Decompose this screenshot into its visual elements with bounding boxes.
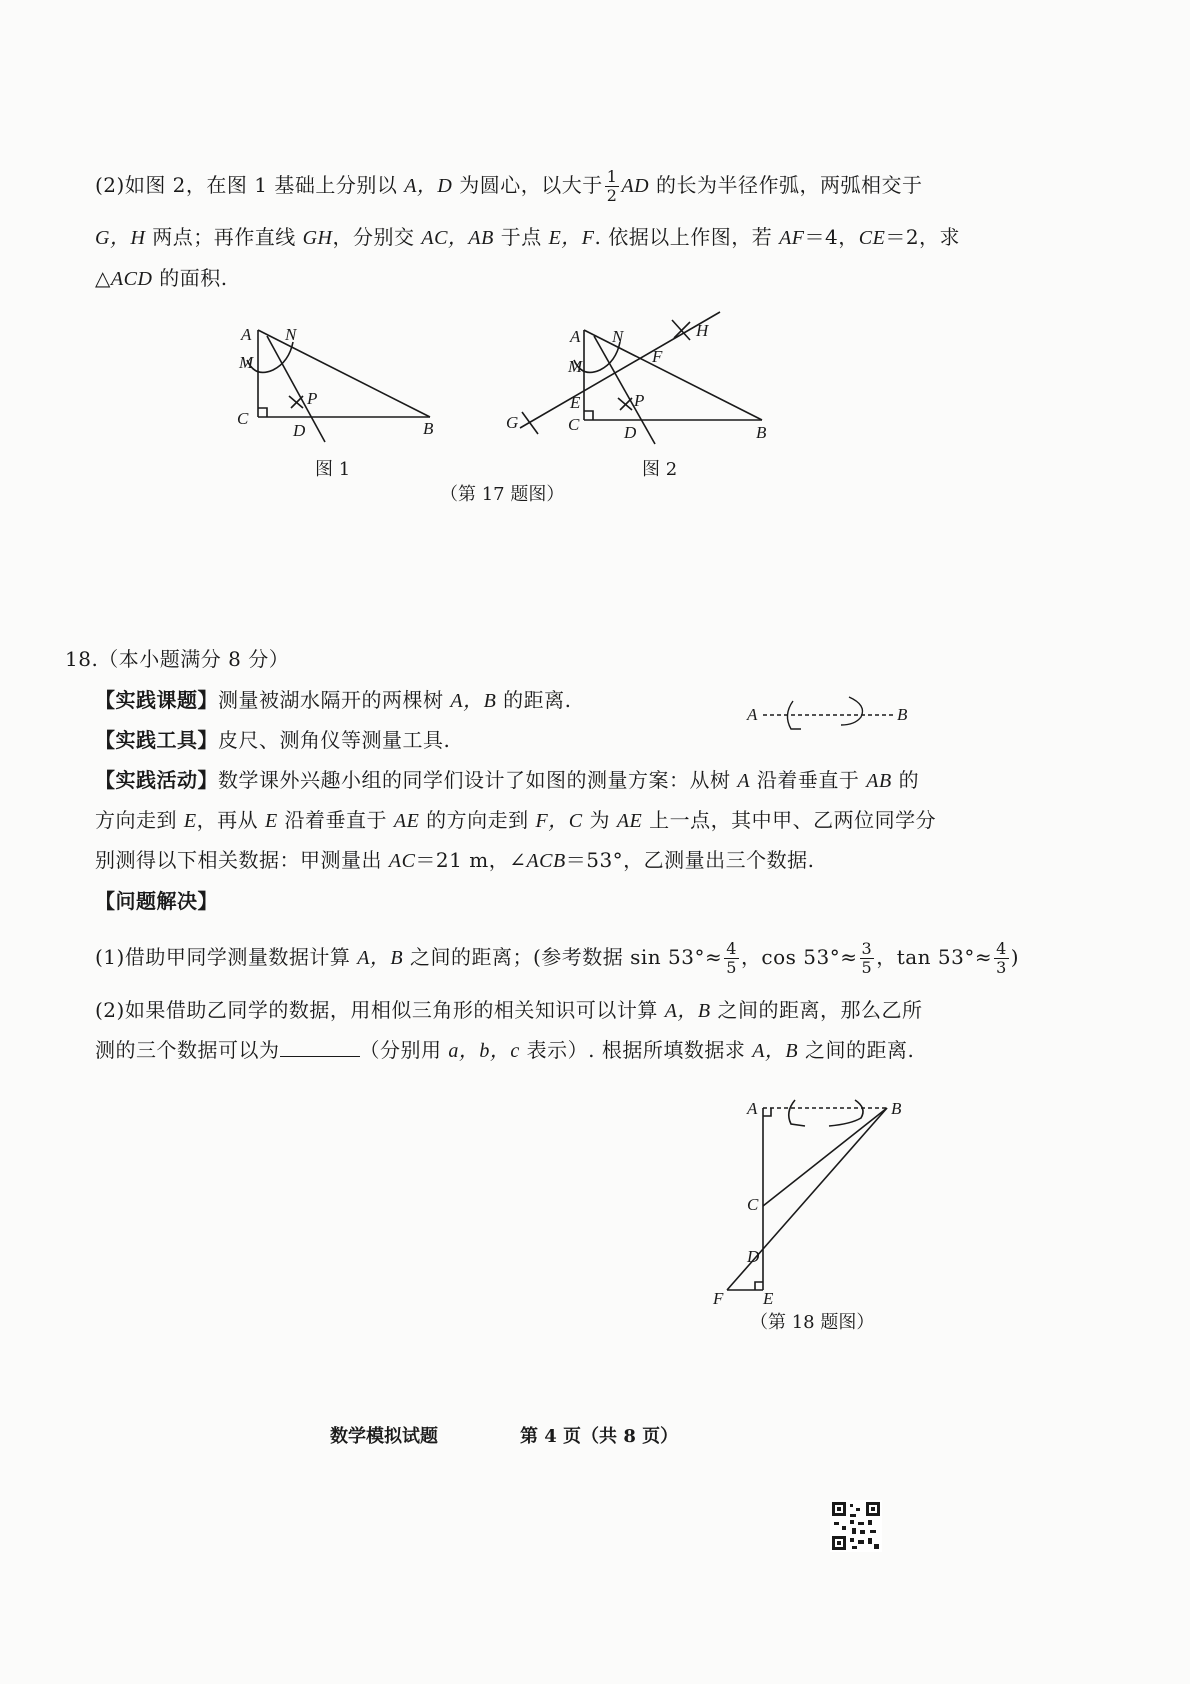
label-F2: F: [652, 347, 663, 366]
q18-activity-line2: 方向走到 E，再从 E 沿着垂直于 AE 的方向走到 F，C 为 AE 上一点，其中甲、乙两位同学分: [95, 808, 937, 832]
label-B2: B: [756, 423, 767, 442]
answer-blank: [280, 1038, 360, 1057]
fig18-caption: （第 18 题图）: [750, 1312, 875, 1333]
label-E-18: E: [763, 1289, 774, 1308]
label-P2: P: [634, 391, 645, 410]
label-G2: G: [506, 413, 519, 432]
q18-activity-line1: 【实践活动】数学课外兴趣小组的同学们设计了如图的测量方案：从树 A 沿着垂直于 AB 的: [95, 768, 920, 792]
footer-subject: 数学模拟试题: [330, 1426, 438, 1447]
q18-activity-line3: 别测得以下相关数据：甲测量出 AC＝21 m，∠ACB＝53°，乙测量出三个数据.: [95, 848, 815, 872]
label-B: B: [423, 419, 434, 438]
q17-line3: △ACD 的面积.: [95, 266, 228, 290]
label-A2: A: [570, 327, 581, 346]
fraction-half: $\frac{1}{2}$: [606, 167, 618, 205]
label-M2: M: [568, 357, 583, 376]
footer-page: 第 4 页（共 8 页）: [520, 1426, 679, 1447]
label-M: M: [239, 353, 254, 372]
fig17-caption: （第 17 题图）: [440, 484, 565, 505]
label-B-lake: B: [897, 705, 908, 724]
label-C2: C: [568, 415, 580, 434]
qr-code-icon: [830, 1500, 882, 1552]
fig1-caption: 图 1: [315, 459, 351, 480]
q18-heading: 18.（本小题满分 8 分）: [65, 647, 290, 671]
label-N2: N: [612, 327, 624, 346]
label-A: A: [241, 325, 252, 344]
q18-tools: 【实践工具】皮尺、测角仪等测量工具.: [95, 728, 451, 752]
figure-17-1: [225, 320, 455, 450]
label-B-18: B: [891, 1099, 902, 1118]
label-C-18: C: [747, 1195, 759, 1214]
label-D-18: D: [747, 1247, 760, 1266]
q18-part1: (1)借助甲同学测量数据计算 A，B 之间的距离；(参考数据 sin 53°≈ $\frac{4}{5}$ ，cos 53°≈ $\frac{3}{5}$ ，tan 53°≈ $\frac{4}{3}$ ): [95, 939, 1020, 977]
label-E2: E: [570, 393, 581, 412]
q17-line1: (2)如图 2，在图 1 基础上分别以 A，D 为圆心，以大于 $\frac{1}{2}$ AD 的长为半径作弧，两弧相交于: [95, 167, 923, 205]
q18-part2-line2: 测的三个数据可以为 （分别用 a，b，c 表示）. 根据所填数据求 A，B 之间的距离.: [95, 1038, 915, 1062]
q18-topic: 【实践课题】测量被湖水隔开的两棵树 A，B 的距离.: [95, 688, 572, 712]
q18-part2-line1: (2)如果借助乙同学的数据，用相似三角形的相关知识可以计算 A，B 之间的距离，那么乙所: [95, 998, 923, 1022]
fig2-caption: 图 2: [642, 459, 678, 480]
label-H2: H: [696, 321, 709, 340]
label-A-lake: A: [747, 705, 758, 724]
label-F-18: F: [713, 1289, 724, 1308]
label-P: P: [307, 389, 318, 408]
label-N: N: [285, 325, 297, 344]
figure-17-2: [500, 310, 800, 450]
q18-solve-tag: 【问题解决】: [95, 889, 218, 913]
label-D2: D: [624, 423, 637, 442]
q17-line2: G，H 两点；再作直线 GH，分别交 AC，AB 于点 E，F. 依据以上作图，若 AF＝4，CE＝2，求: [95, 225, 961, 249]
label-D: D: [293, 421, 306, 440]
figure-18-lake: [745, 685, 915, 735]
label-C: C: [237, 409, 249, 428]
label-A-18: A: [747, 1099, 758, 1118]
figure-18: [705, 1090, 925, 1315]
